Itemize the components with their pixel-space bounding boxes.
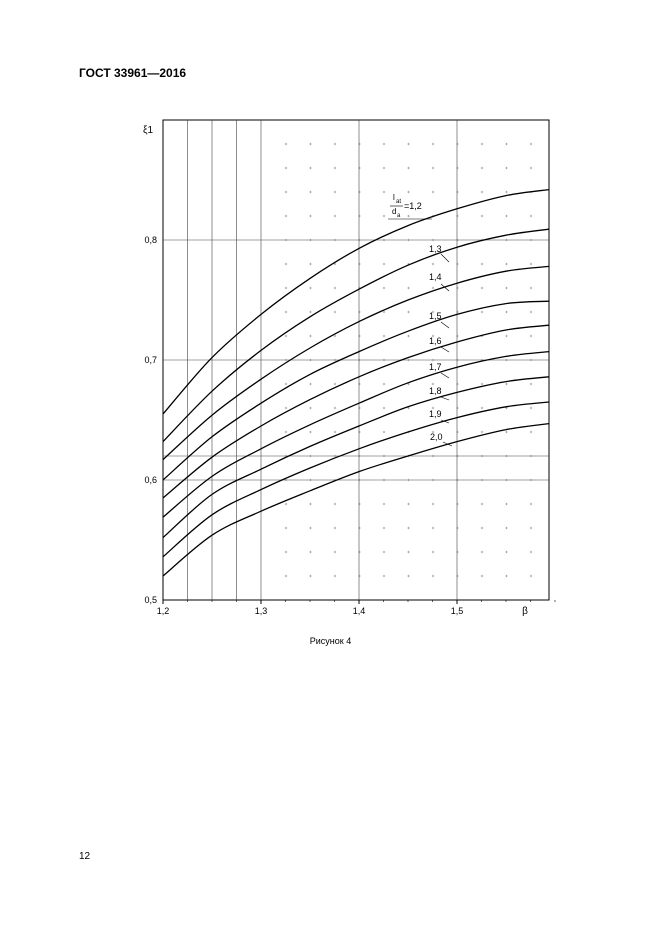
grid-dot <box>285 335 287 337</box>
grid-dot <box>309 527 311 529</box>
y-tick-label: 0,8 <box>144 235 157 245</box>
grid-dot <box>505 311 507 313</box>
grid-layer <box>163 120 555 604</box>
curve-label: 1,8 <box>429 386 442 396</box>
grid-dot <box>456 263 458 265</box>
grid-dot <box>456 431 458 433</box>
grid-dot <box>456 383 458 385</box>
grid-dot <box>383 551 385 553</box>
grid-dot <box>481 431 483 433</box>
grid-dot <box>383 479 385 481</box>
grid-dot <box>309 359 311 361</box>
grid-dot <box>285 407 287 409</box>
grid-dot <box>383 575 385 577</box>
grid-dot <box>309 191 311 193</box>
grid-dot <box>456 479 458 481</box>
grid-dot <box>432 455 434 457</box>
grid-dot <box>334 455 336 457</box>
grid-dot <box>309 407 311 409</box>
grid-dot <box>530 311 532 313</box>
grid-dot <box>530 167 532 169</box>
grid-dot <box>309 383 311 385</box>
grid-dot <box>383 455 385 457</box>
grid-dot <box>530 359 532 361</box>
grid-dot <box>309 551 311 553</box>
grid-dot <box>285 311 287 313</box>
grid-dot <box>383 191 385 193</box>
grid-dot <box>505 575 507 577</box>
grid-dot <box>285 263 287 265</box>
grid-dot <box>432 359 434 361</box>
grid-dot <box>407 479 409 481</box>
curve-1-9 <box>163 402 549 557</box>
grid-dot <box>530 383 532 385</box>
grid-dot <box>358 527 360 529</box>
grid-dot <box>383 311 385 313</box>
x-tick-label: 1,4 <box>352 606 366 616</box>
grid-dot <box>309 167 311 169</box>
grid-dot <box>334 575 336 577</box>
y-tick-label: 0,5 <box>144 595 157 605</box>
grid-dot <box>334 191 336 193</box>
grid-dot <box>505 479 507 481</box>
grid-dot <box>530 455 532 457</box>
grid-dot <box>505 215 507 217</box>
grid-dot <box>432 575 434 577</box>
grid-dot <box>358 407 360 409</box>
grid-dot <box>505 503 507 505</box>
grid-dot <box>481 575 483 577</box>
grid-dot <box>432 479 434 481</box>
grid-dot <box>456 167 458 169</box>
curve-label-leader <box>441 322 449 328</box>
grid-dot <box>432 191 434 193</box>
curve-2-0 <box>163 424 549 576</box>
grid-dot <box>456 359 458 361</box>
grid-dot <box>285 287 287 289</box>
curve-1-2 <box>163 190 549 414</box>
grid-dot <box>383 215 385 217</box>
grid-dot <box>285 191 287 193</box>
x-tick-label: 1,5 <box>450 606 464 616</box>
grid-dot <box>334 551 336 553</box>
grid-dot <box>481 215 483 217</box>
grid-dot <box>432 263 434 265</box>
grid-dot <box>358 431 360 433</box>
grid-dot <box>383 143 385 145</box>
y-tick-label: 0,6 <box>144 475 157 485</box>
grid-dot <box>334 383 336 385</box>
grid-dot <box>383 287 385 289</box>
curve-label-leader <box>441 347 449 352</box>
grid-dot <box>334 143 336 145</box>
grid-dot <box>505 455 507 457</box>
grid-dot <box>456 455 458 457</box>
curve-label-leader <box>441 373 449 378</box>
grid-dot <box>456 191 458 193</box>
grid-dot <box>481 479 483 481</box>
document-header: ГОСТ 33961—2016 <box>79 66 187 80</box>
grid-dot <box>432 143 434 145</box>
grid-dot <box>383 527 385 529</box>
grid-dot <box>334 215 336 217</box>
grid-dot <box>358 359 360 361</box>
grid-dot <box>358 335 360 337</box>
grid-dot <box>358 215 360 217</box>
grid-dot <box>285 551 287 553</box>
grid-dot <box>407 143 409 145</box>
grid-dot <box>505 239 507 241</box>
grid-dot <box>481 527 483 529</box>
grid-dot <box>481 551 483 553</box>
curve-label-formula <box>388 193 432 219</box>
curve-1-5 <box>163 301 549 480</box>
grid-dot <box>530 479 532 481</box>
grid-dot <box>309 263 311 265</box>
grid-dot <box>358 263 360 265</box>
grid-dot <box>334 167 336 169</box>
grid-dot <box>285 431 287 433</box>
grid-dot <box>285 383 287 385</box>
grid-dot <box>505 431 507 433</box>
grid-dot <box>358 167 360 169</box>
grid-dot <box>432 383 434 385</box>
grid-dot <box>285 359 287 361</box>
curve-label: 1,3 <box>429 244 442 254</box>
grid-dot <box>530 263 532 265</box>
grid-dot <box>432 503 434 505</box>
grid-dot <box>432 551 434 553</box>
grid-dot <box>407 335 409 337</box>
grid-dot <box>407 215 409 217</box>
grid-dot <box>407 527 409 529</box>
grid-dot <box>407 359 409 361</box>
grid-dot <box>309 335 311 337</box>
grid-dot <box>505 527 507 529</box>
grid-dot <box>309 431 311 433</box>
grid-dot <box>505 167 507 169</box>
grid-dot <box>432 527 434 529</box>
grid-dot <box>285 575 287 577</box>
grid-dot <box>530 407 532 409</box>
x-tick-label: 1,2 <box>156 606 170 616</box>
curve-label-leader <box>441 397 449 400</box>
grid-dot <box>481 455 483 457</box>
grid-dot <box>309 479 311 481</box>
formula-numerator-sub: at <box>396 199 402 205</box>
grid-dot <box>456 503 458 505</box>
grid-dot <box>481 287 483 289</box>
grid-dot <box>358 551 360 553</box>
grid-dot <box>481 503 483 505</box>
grid-dot <box>481 311 483 313</box>
grid-dot <box>407 551 409 553</box>
curves-layer <box>163 190 549 576</box>
grid-dot <box>334 239 336 241</box>
grid-dot <box>383 407 385 409</box>
grid-dot <box>530 287 532 289</box>
grid-dot <box>481 167 483 169</box>
grid-dot <box>407 191 409 193</box>
grid-dot <box>505 551 507 553</box>
grid-dot <box>383 263 385 265</box>
grid-dot <box>530 503 532 505</box>
grid-dot <box>383 503 385 505</box>
y-axis-label: ξ1 <box>143 125 154 136</box>
grid-dot <box>505 263 507 265</box>
grid-dot <box>530 575 532 577</box>
grid-dot <box>383 383 385 385</box>
grid-dot <box>285 527 287 529</box>
curve-label: 1,7 <box>429 362 442 372</box>
grid-dot <box>285 215 287 217</box>
grid-dot <box>285 143 287 145</box>
grid-dot <box>481 407 483 409</box>
grid-dot <box>505 143 507 145</box>
grid-dot <box>505 191 507 193</box>
curve-label: 2,0 <box>430 432 443 442</box>
grid-dot <box>285 503 287 505</box>
page-number: 12 <box>79 851 91 862</box>
grid-dot <box>407 311 409 313</box>
curve-label: 1,5 <box>429 311 442 321</box>
grid-dot <box>407 287 409 289</box>
grid-dot <box>432 167 434 169</box>
formula-value: =1,2 <box>404 201 422 211</box>
x-tick-label: 1,3 <box>254 606 268 616</box>
grid-dot <box>309 287 311 289</box>
grid-dot <box>358 479 360 481</box>
grid-dot <box>358 503 360 505</box>
grid-dot <box>309 503 311 505</box>
grid-dot <box>456 407 458 409</box>
grid-dot <box>530 335 532 337</box>
grid-dot <box>309 311 311 313</box>
curve-label: 1,6 <box>429 336 442 346</box>
x-axis-label: β <box>522 606 528 617</box>
grid-dot <box>334 359 336 361</box>
grid-dot <box>456 527 458 529</box>
grid-dot <box>530 215 532 217</box>
grid-dot <box>383 335 385 337</box>
grid-dot <box>530 551 532 553</box>
grid-dot <box>285 167 287 169</box>
grid-dot <box>432 239 434 241</box>
grid-dot <box>505 335 507 337</box>
grid-dot <box>334 527 336 529</box>
grid-dot <box>309 239 311 241</box>
grid-dot <box>456 239 458 241</box>
grid-dot <box>334 407 336 409</box>
grid-dot <box>530 143 532 145</box>
grid-dot <box>309 143 311 145</box>
curve-1-8 <box>163 377 549 538</box>
formula-numerator: l <box>393 193 395 202</box>
grid-dot <box>505 287 507 289</box>
grid-dot <box>358 455 360 457</box>
grid-dot <box>358 239 360 241</box>
y-tick-label: 0,7 <box>144 355 157 365</box>
grid-dot <box>456 575 458 577</box>
figure-caption: Рисунок 4 <box>309 636 352 646</box>
curve-1-7 <box>163 352 549 518</box>
grid-dot <box>481 191 483 193</box>
grid-dot <box>456 335 458 337</box>
grid-dot <box>530 527 532 529</box>
grid-dot <box>407 239 409 241</box>
grid-dot <box>285 239 287 241</box>
grid-dot <box>456 551 458 553</box>
grid-dot <box>481 263 483 265</box>
grid-dot <box>407 167 409 169</box>
grid-dot <box>358 311 360 313</box>
grid-dot <box>358 143 360 145</box>
grid-dot <box>530 431 532 433</box>
curve-label: 1,9 <box>429 409 442 419</box>
grid-dot <box>530 239 532 241</box>
grid-dot <box>334 311 336 313</box>
grid-dot <box>309 215 311 217</box>
grid-dot <box>334 287 336 289</box>
grid-dot <box>358 191 360 193</box>
grid-dot <box>309 575 311 577</box>
grid-dot <box>383 167 385 169</box>
grid-dot <box>456 215 458 217</box>
grid-dot <box>383 359 385 361</box>
grid-dot <box>407 575 409 577</box>
grid-dot <box>505 359 507 361</box>
grid-dot <box>432 287 434 289</box>
grid-dot <box>481 383 483 385</box>
formula-denominator-sub: a <box>397 213 401 219</box>
grid-dot <box>383 431 385 433</box>
grid-dot <box>383 239 385 241</box>
grid-dot <box>334 335 336 337</box>
grid-dot <box>358 575 360 577</box>
formula-denominator: d <box>392 207 397 216</box>
grid-dot <box>358 383 360 385</box>
grid-dot <box>309 455 311 457</box>
grid-dot <box>505 383 507 385</box>
grid-dot <box>334 503 336 505</box>
curve-label-leader <box>441 254 449 262</box>
grid-dot <box>456 311 458 313</box>
curve-label: 1,4 <box>429 272 442 282</box>
grid-dot <box>407 503 409 505</box>
grid-dot <box>456 287 458 289</box>
grid-dot <box>456 143 458 145</box>
grid-dot <box>481 143 483 145</box>
grid-dot <box>334 431 336 433</box>
